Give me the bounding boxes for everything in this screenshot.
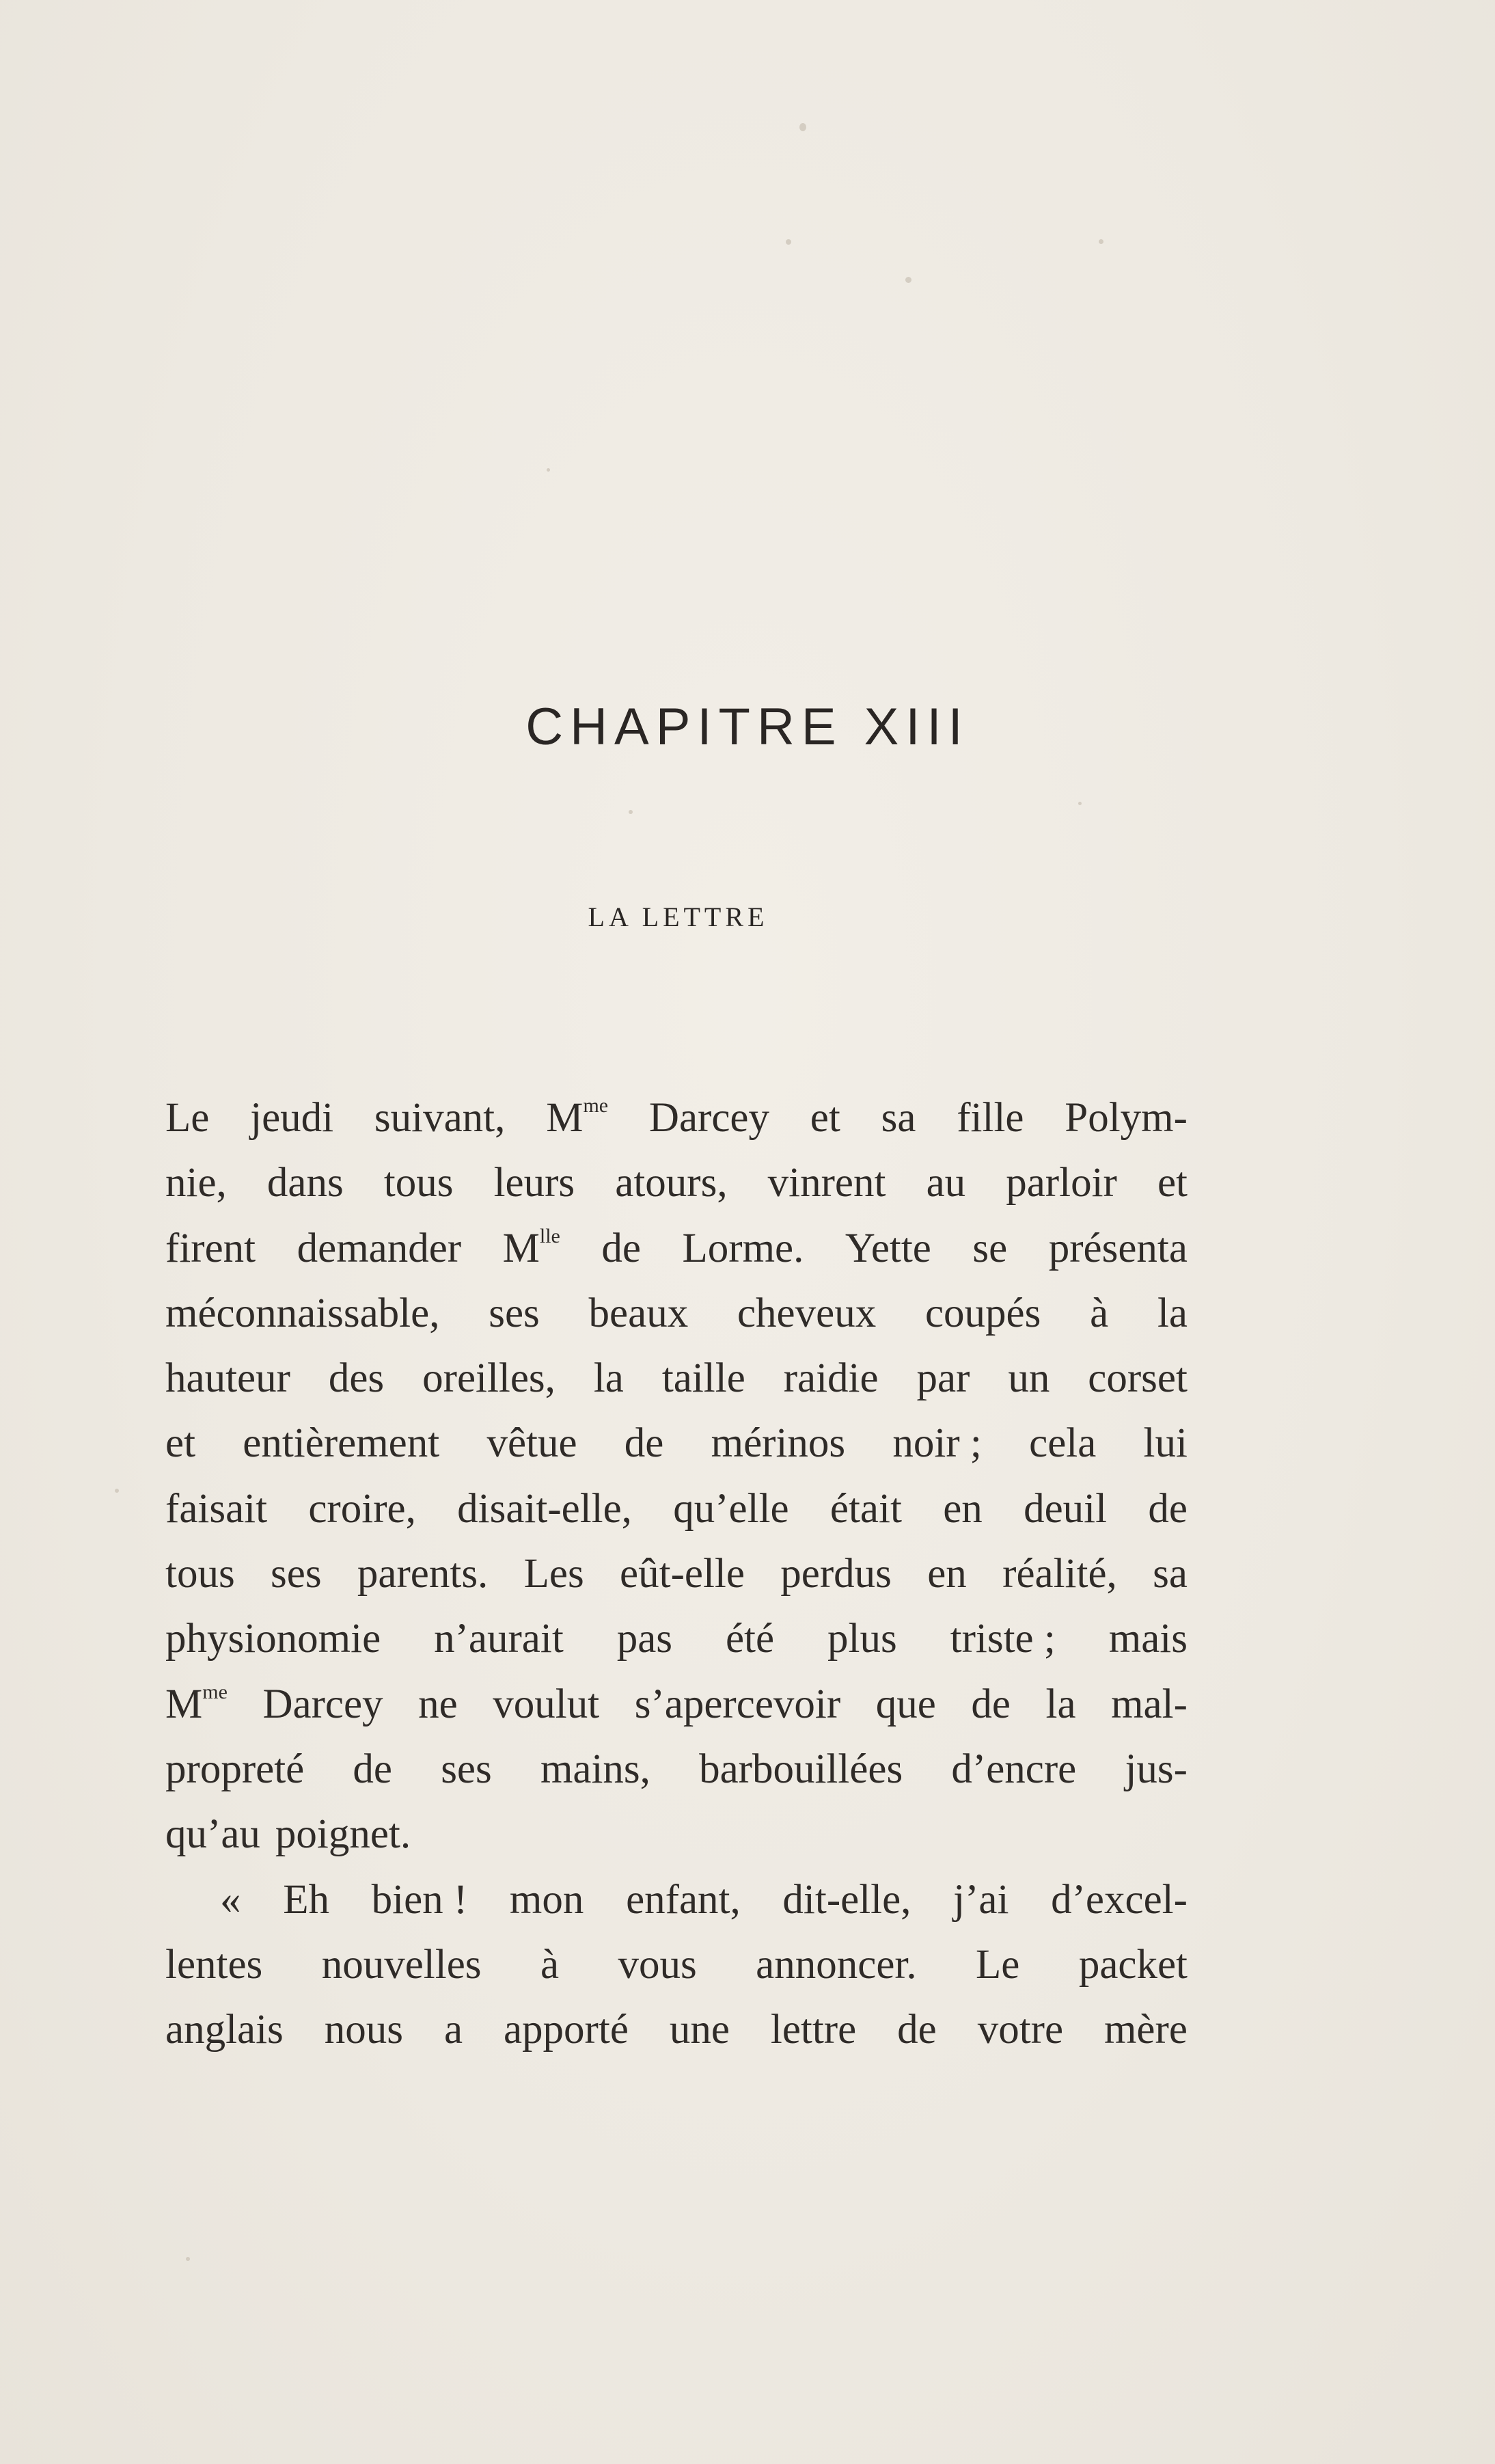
word: en — [943, 1485, 983, 1532]
word: mérinos — [711, 1420, 846, 1467]
word: $M^{me}$ — [165, 1680, 228, 1727]
word: faisait — [165, 1485, 268, 1532]
text-line — [165, 1932, 1188, 1997]
word: mais — [1108, 1616, 1188, 1662]
word: à — [1090, 1290, 1109, 1336]
word: noir ; — [892, 1420, 982, 1467]
text-line — [165, 1281, 1188, 1346]
word: Lorme. — [682, 1225, 804, 1271]
word: de — [1148, 1485, 1188, 1532]
word: et — [165, 1420, 196, 1467]
word: beaux — [588, 1290, 689, 1336]
word: et — [810, 1095, 840, 1141]
word: suivant, — [374, 1095, 506, 1141]
word: réalité, — [1002, 1551, 1117, 1597]
word: d’encre — [951, 1746, 1077, 1792]
word: la — [1157, 1290, 1188, 1336]
word: ne — [418, 1681, 458, 1727]
word: une — [669, 2007, 730, 2053]
word: vous — [618, 1941, 697, 1988]
word: présenta — [1048, 1225, 1188, 1271]
word: ses — [271, 1551, 322, 1597]
word: d’excel- — [1051, 1876, 1188, 1923]
word: dans — [266, 1160, 344, 1206]
word: à — [540, 1941, 560, 1988]
word: la — [593, 1355, 624, 1402]
word: $M^{lle}$ — [502, 1224, 560, 1271]
word: firent — [165, 1225, 256, 1271]
word: Le — [976, 1941, 1020, 1988]
word: sa — [881, 1095, 916, 1141]
word: annoncer. — [756, 1941, 917, 1988]
word: triste ; — [950, 1616, 1056, 1662]
word: a — [443, 2007, 463, 2053]
word: été — [725, 1616, 775, 1662]
word: corset — [1088, 1355, 1188, 1402]
text-line — [165, 1867, 1188, 1932]
word: tous — [383, 1160, 454, 1206]
paper-speck — [1078, 802, 1082, 805]
word: poignet. — [275, 1811, 411, 1858]
word: pas — [616, 1616, 673, 1662]
word: parloir — [1006, 1160, 1117, 1206]
word: vêtue — [486, 1420, 577, 1467]
word: la — [1045, 1681, 1076, 1727]
word: en — [927, 1551, 967, 1597]
word: s’apercevoir — [634, 1681, 841, 1727]
word: enfant, — [626, 1876, 741, 1923]
word: ses — [441, 1746, 492, 1792]
word: mon — [509, 1876, 584, 1923]
word: leurs — [493, 1160, 575, 1206]
word: atours, — [615, 1160, 728, 1206]
word: Polym- — [1065, 1095, 1188, 1141]
word: lentes — [165, 1941, 263, 1988]
word: qu’elle — [673, 1485, 789, 1532]
text-line — [165, 1346, 1188, 1411]
text-line — [165, 1606, 1188, 1671]
word: que — [875, 1681, 936, 1727]
chapter-title: CHAPITRE XIII — [525, 698, 970, 756]
word: n’aurait — [434, 1616, 564, 1662]
word: ses — [489, 1290, 540, 1336]
text-line — [165, 1541, 1188, 1606]
chapter-body-text — [165, 1085, 1188, 2062]
text-line — [165, 1085, 1188, 1150]
word: mère — [1103, 2007, 1188, 2053]
word: coupés — [924, 1290, 1041, 1336]
word: perdus — [780, 1551, 892, 1597]
word: de — [601, 1225, 641, 1271]
paper-speck — [186, 2257, 190, 2261]
word: jeudi — [250, 1095, 334, 1141]
word: cela — [1029, 1420, 1097, 1467]
word: apporté — [503, 2007, 629, 2053]
word: voulut — [493, 1681, 600, 1727]
paper-speck — [905, 277, 911, 283]
word: bien ! — [371, 1876, 468, 1923]
word: disait-elle, — [457, 1485, 632, 1532]
word: Yette — [845, 1225, 931, 1271]
word: packet — [1078, 1941, 1188, 1988]
word: Darcey — [648, 1095, 769, 1141]
word: j’ai — [953, 1876, 1009, 1923]
paper-speck — [547, 468, 550, 472]
text-line — [165, 1216, 1188, 1281]
word: au — [926, 1160, 966, 1206]
paper-speck — [799, 123, 806, 131]
word: vinrent — [767, 1160, 886, 1206]
word: croire, — [308, 1485, 416, 1532]
word: un — [1008, 1355, 1050, 1402]
word: demander — [297, 1225, 462, 1271]
word: par — [916, 1355, 970, 1402]
word: nous — [324, 2007, 403, 2053]
word: nouvelles — [321, 1941, 482, 1988]
text-line — [165, 1150, 1188, 1215]
word: nie, — [165, 1160, 227, 1206]
word: Darcey — [262, 1681, 383, 1727]
word: dit-elle, — [782, 1876, 911, 1923]
word: oreilles, — [422, 1355, 556, 1402]
word: lettre — [770, 2007, 857, 2053]
word: de — [353, 1746, 392, 1792]
paper-speck — [629, 810, 633, 814]
word: « — [220, 1876, 241, 1923]
word: plus — [827, 1616, 897, 1662]
word: propreté — [165, 1746, 305, 1792]
word: $M^{me}$ — [546, 1094, 609, 1141]
text-line — [165, 1802, 1188, 1867]
word: votre — [977, 2007, 1064, 2053]
text-line — [165, 1997, 1188, 2062]
word: Les — [523, 1551, 584, 1597]
text-line — [165, 1411, 1188, 1476]
word: de — [971, 1681, 1011, 1727]
word: taille — [661, 1355, 745, 1402]
word: de — [624, 1420, 664, 1467]
text-line — [165, 1672, 1188, 1737]
paper-speck — [115, 1489, 119, 1493]
word: raidie — [783, 1355, 879, 1402]
word: parents. — [357, 1551, 489, 1597]
chapter-subtitle: LA LETTRE — [588, 902, 769, 932]
text-line — [165, 1476, 1188, 1541]
paper-speck — [1099, 239, 1103, 244]
word: qu’au — [165, 1811, 260, 1858]
word: sa — [1153, 1551, 1188, 1597]
text-line — [165, 1737, 1188, 1802]
word: Le — [165, 1095, 210, 1141]
word: deuil — [1024, 1485, 1108, 1532]
word: tous — [165, 1551, 235, 1597]
word: mains, — [540, 1746, 650, 1792]
word: eût-elle — [620, 1551, 745, 1597]
word: Eh — [283, 1876, 329, 1923]
word: hauteur — [165, 1355, 290, 1402]
word: lui — [1143, 1420, 1188, 1467]
word: se — [972, 1225, 1008, 1271]
word: de — [897, 2007, 937, 2053]
word: entièrement — [243, 1420, 440, 1467]
word: fille — [957, 1095, 1024, 1141]
word: était — [829, 1485, 902, 1532]
word: physionomie — [165, 1616, 381, 1662]
word: anglais — [165, 2007, 284, 2053]
word: barbouillées — [699, 1746, 903, 1792]
word: cheveux — [737, 1290, 877, 1336]
word: mal- — [1111, 1681, 1188, 1727]
word: des — [328, 1355, 385, 1402]
word: et — [1157, 1160, 1188, 1206]
paper-speck — [786, 239, 791, 245]
word: jus- — [1125, 1746, 1188, 1792]
word: méconnaissable, — [165, 1290, 440, 1336]
